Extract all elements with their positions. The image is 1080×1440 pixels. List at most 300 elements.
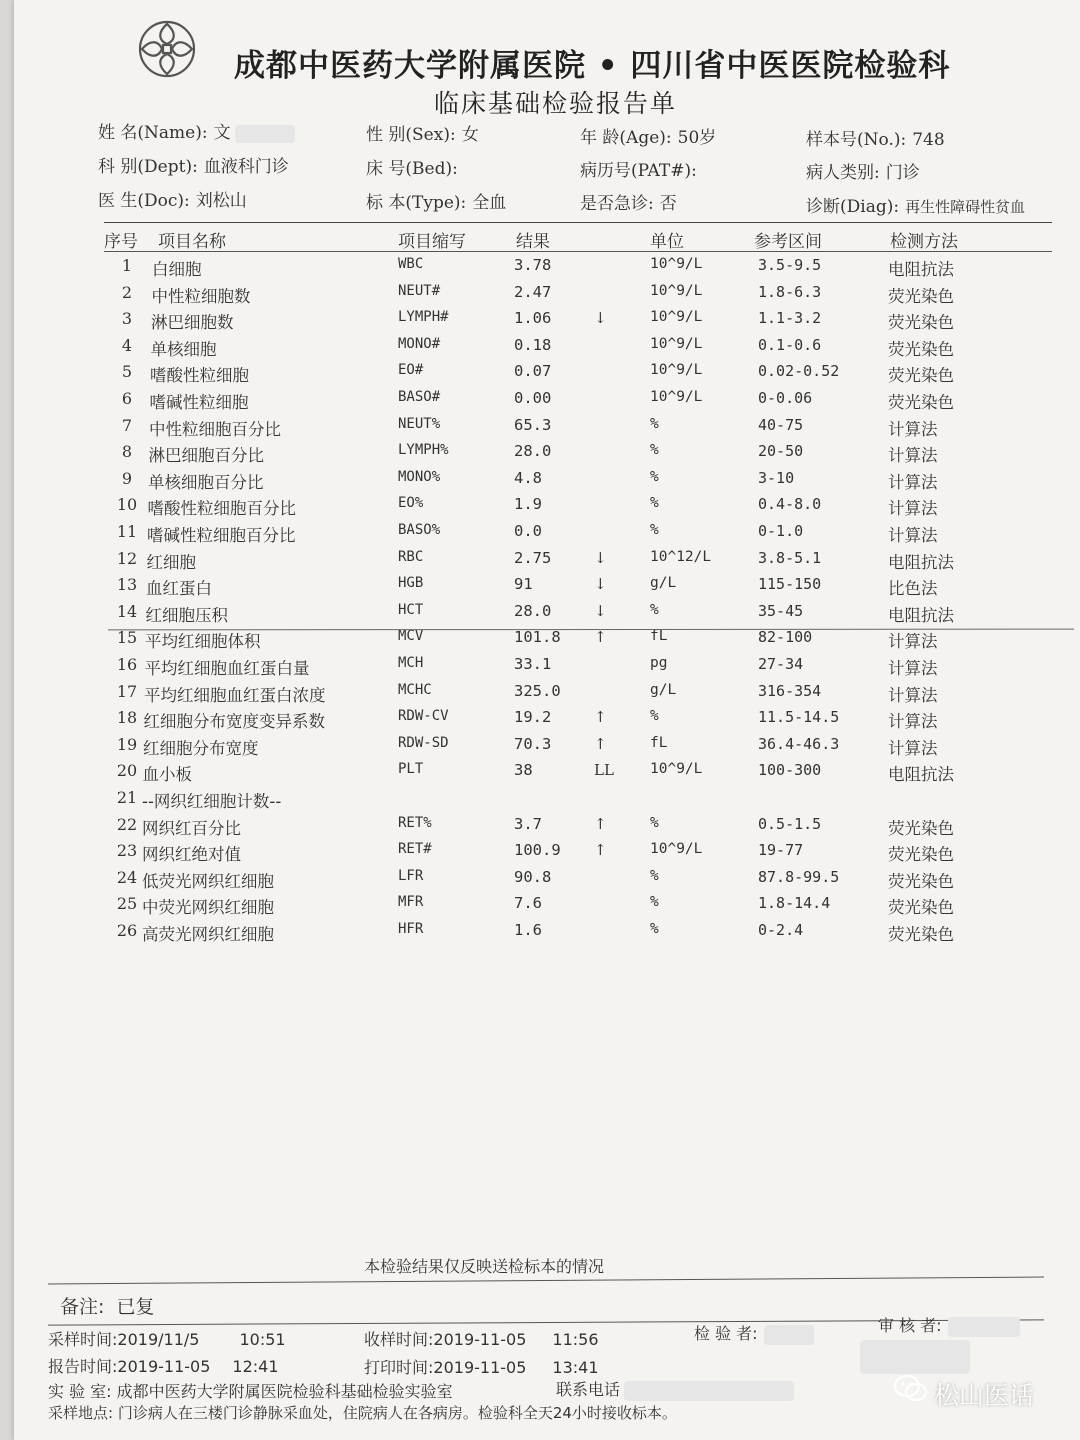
cell-no: 7 — [121, 415, 133, 435]
diagnosis — [806, 192, 1025, 217]
cell-flag: LL — [594, 761, 614, 780]
cell-method: 荧光染色 — [888, 366, 954, 386]
cell-name: 中性粒细胞数 — [151, 286, 251, 306]
cell-val: 4.8 — [514, 468, 542, 487]
cell-unit: % — [650, 522, 659, 538]
cell-no: 21 — [116, 788, 138, 807]
remark-value: 已复 — [116, 1296, 155, 1318]
cell-val: 2.47 — [514, 282, 552, 301]
phone — [556, 1377, 794, 1401]
cell-no: 11 — [116, 522, 138, 541]
cell-val: 3.7 — [514, 814, 542, 833]
cell-unit: % — [650, 921, 659, 937]
report-clock: 12:41 — [232, 1357, 279, 1376]
pat-label: 病历号(PAT#): — [580, 161, 697, 181]
lab-value: 成都中医药大学附属医院检验科基础检验实验室 — [116, 1382, 453, 1401]
hospital-logo — [136, 18, 198, 80]
redaction-blur — [764, 1325, 814, 1345]
cell-val: 28.0 — [514, 601, 552, 620]
diag-label: 诊断(Diag): — [806, 197, 900, 217]
sample-value: 748 — [912, 130, 945, 150]
cell-ref: 40-75 — [758, 415, 804, 434]
cell-abbr: RET% — [398, 814, 432, 831]
cell-name: 淋巴细胞百分比 — [148, 446, 264, 466]
cell-flag: ↑ — [594, 708, 607, 727]
cell-name: 淋巴细胞数 — [151, 313, 234, 333]
type-label: 病人类别: — [806, 163, 880, 183]
cell-ref: 115-150 — [758, 575, 822, 594]
report-time — [48, 1354, 279, 1377]
cell-method: 计算法 — [888, 685, 938, 705]
cell-no: 3 — [121, 309, 133, 329]
table-row — [14, 575, 1080, 601]
cell-ref: 3.8-5.1 — [758, 548, 822, 567]
print-date: 2019-11-05 — [433, 1358, 527, 1377]
cell-abbr: RDW-CV — [398, 708, 449, 725]
report-notice: 本检验结果仅反映送检标本的情况 — [364, 1257, 605, 1276]
cell-ref: 35-45 — [758, 601, 804, 620]
cell-no: 25 — [116, 894, 138, 914]
cell-abbr: LYMPH# — [398, 309, 449, 326]
cell-val: 0.0 — [514, 522, 542, 540]
cell-name: 中性粒细胞百分比 — [149, 419, 281, 439]
cell-abbr: LFR — [398, 867, 424, 884]
table-row — [14, 416, 1080, 442]
cell-name: 红细胞压积 — [145, 605, 228, 625]
patient-bed — [366, 154, 464, 179]
cell-unit: % — [650, 867, 659, 884]
cell-ref: 0.02-0.52 — [758, 362, 840, 381]
receive-date: 2019-11-05 — [433, 1330, 527, 1349]
print-time — [364, 1355, 599, 1378]
cell-ref: 1.8-6.3 — [758, 282, 822, 301]
cell-unit: 10^9/L — [650, 335, 703, 352]
dept-value: 血液科门诊 — [203, 157, 289, 177]
cell-name: 红细胞分布宽度变异系数 — [143, 712, 325, 732]
cell-method: 计算法 — [888, 632, 938, 652]
print-label: 打印时间: — [364, 1358, 434, 1377]
cell-val: 91 — [514, 575, 533, 594]
bed-label: 床 号(Bed): — [366, 159, 458, 179]
cell-unit: fL — [650, 734, 668, 751]
cell-unit: % — [650, 468, 659, 485]
cell-ref: 316-354 — [758, 681, 822, 700]
cell-abbr: MONO% — [398, 468, 441, 485]
sample-number — [806, 125, 945, 150]
cell-unit: g/L — [650, 681, 677, 698]
table-row — [14, 788, 1080, 814]
remark-label: 备注: — [60, 1296, 105, 1318]
report-title: 成都中医药大学附属医院 • 四川省中医医院检验科 — [234, 48, 951, 84]
cell-ref: 87.8-99.5 — [758, 867, 840, 886]
cell-val: 1.9 — [514, 495, 542, 514]
col-unit: 单位 — [650, 232, 684, 252]
name-label: 姓 名(Name): — [98, 123, 208, 143]
cell-val: 1.06 — [514, 309, 552, 328]
cell-no: 24 — [116, 867, 138, 887]
patient-doctor — [98, 186, 247, 211]
age-value: 50岁 — [677, 128, 717, 148]
cell-method: 计算法 — [888, 472, 938, 492]
cell-abbr: LYMPH% — [398, 442, 449, 459]
cell-val: 65.3 — [514, 415, 552, 434]
col-no: 序号 — [104, 232, 138, 252]
cell-unit: 10^9/L — [650, 282, 703, 299]
table-row — [14, 469, 1080, 495]
cell-name: 嗜碱性粒细胞百分比 — [147, 526, 296, 545]
table-row — [14, 815, 1080, 841]
sex-value: 女 — [461, 125, 479, 145]
cell-val: 7.6 — [514, 894, 542, 913]
cell-method: 计算法 — [888, 419, 938, 439]
cell-no: 9 — [121, 468, 133, 488]
cell-val: 101.8 — [514, 628, 561, 647]
cell-val: 19.2 — [514, 708, 552, 727]
table-row — [14, 283, 1080, 309]
cell-val: 70.3 — [514, 734, 552, 753]
wechat-icon — [894, 1374, 928, 1404]
cell-method: 比色法 — [888, 579, 938, 599]
cell-name: 红细胞分布宽度 — [143, 738, 259, 758]
cell-ref: 19-77 — [758, 841, 804, 860]
cell-ref: 0-1.0 — [758, 522, 804, 540]
cell-abbr: BASO% — [398, 522, 441, 538]
doc-label: 医 生(Doc): — [98, 191, 190, 211]
cell-unit: % — [650, 601, 659, 618]
cell-name: 嗜碱性粒细胞 — [149, 393, 249, 412]
cell-no: 1 — [121, 256, 133, 275]
cell-ref: 0-0.06 — [758, 389, 813, 407]
cell-unit: 10^9/L — [650, 841, 703, 858]
cell-ref: 11.5-14.5 — [758, 708, 840, 727]
collect-time — [48, 1327, 286, 1350]
age-label: 年 龄(Age): — [580, 128, 672, 148]
cell-unit: 10^9/L — [650, 362, 703, 379]
col-name: 项目名称 — [158, 232, 226, 252]
cell-unit: fL — [650, 628, 668, 645]
cell-name: --网织红细胞计数-- — [142, 792, 282, 811]
col-result: 结果 — [516, 232, 550, 252]
cell-name: 高荧光网织红细胞 — [142, 925, 274, 944]
cell-unit: pg — [650, 655, 668, 671]
cell-flag: ↓ — [594, 548, 607, 567]
cell-method: 荧光染色 — [888, 313, 954, 333]
cell-no: 17 — [116, 681, 138, 701]
emergency-flag — [580, 189, 677, 214]
cell-no: 10 — [116, 495, 138, 515]
table-row — [14, 655, 1080, 681]
lab-report-paper — [14, 0, 1080, 1440]
cell-abbr: RBC — [398, 548, 424, 565]
table-row — [14, 894, 1080, 920]
cell-flag: ↑ — [594, 814, 607, 833]
cell-abbr: NEUT% — [398, 415, 441, 432]
tester-label: 检 验 者: — [694, 1324, 758, 1343]
cell-no: 15 — [116, 628, 138, 648]
redaction-blur — [860, 1340, 970, 1374]
cell-ref: 27-34 — [758, 655, 804, 673]
cell-no: 22 — [116, 814, 138, 834]
cell-ref: 36.4-46.3 — [758, 734, 840, 753]
table-row — [14, 628, 1080, 654]
cell-ref: 0.1-0.6 — [758, 335, 822, 354]
table-row — [14, 442, 1080, 468]
cell-method: 荧光染色 — [888, 871, 954, 891]
cell-method: 电阻抗法 — [888, 552, 954, 572]
cell-method: 荧光染色 — [888, 393, 954, 412]
cell-abbr: BASO# — [398, 389, 441, 405]
cell-no: 16 — [116, 655, 138, 674]
cell-method: 计算法 — [888, 712, 938, 732]
cell-no: 20 — [116, 761, 138, 781]
col-ref: 参考区间 — [754, 232, 822, 252]
cell-val: 0.00 — [514, 389, 552, 407]
type-value: 门诊 — [885, 163, 920, 183]
lab-name — [48, 1379, 453, 1402]
cell-unit: % — [650, 708, 659, 725]
cell-method: 荧光染色 — [888, 286, 954, 306]
cell-ref: 3.5-9.5 — [758, 256, 822, 274]
table-row — [14, 362, 1080, 388]
cell-no: 2 — [121, 282, 133, 302]
cell-unit: g/L — [650, 575, 677, 592]
patient-name — [98, 118, 295, 143]
cell-val: 1.6 — [514, 921, 542, 939]
receive-time — [364, 1327, 599, 1350]
cell-name: 血小板 — [142, 765, 192, 785]
cell-name: 网织红绝对值 — [142, 845, 241, 865]
site-label: 采样地点: — [48, 1404, 114, 1422]
cell-unit: % — [650, 894, 659, 911]
report-subtitle: 临床基础检验报告单 — [434, 89, 678, 118]
cell-val: 38 — [514, 761, 533, 780]
cell-abbr: MFR — [398, 894, 424, 911]
patient-dept — [98, 152, 289, 177]
cell-unit: 10^9/L — [650, 309, 703, 326]
cell-unit: % — [650, 442, 659, 459]
cell-name: 红细胞 — [146, 552, 196, 572]
table-row — [14, 336, 1080, 362]
cell-flag: ↑ — [594, 841, 607, 860]
cell-no: 13 — [116, 575, 138, 595]
cell-method: 计算法 — [888, 738, 938, 758]
cell-abbr: HFR — [398, 921, 424, 937]
cell-no: 19 — [116, 734, 138, 754]
cell-abbr: MCHC — [398, 681, 432, 698]
receive-label: 收样时间: — [364, 1330, 434, 1349]
cell-flag: ↑ — [594, 628, 607, 647]
cell-name: 平均红细胞血红蛋白量 — [144, 659, 310, 678]
cell-unit: 10^12/L — [650, 548, 712, 565]
cell-method: 荧光染色 — [888, 845, 954, 865]
table-row — [14, 309, 1080, 335]
cell-name: 网织红百分比 — [142, 818, 241, 838]
table-row — [14, 708, 1080, 734]
cell-method: 电阻抗法 — [888, 605, 954, 625]
cell-name: 平均红细胞血红蛋白浓度 — [144, 685, 326, 705]
cell-unit: % — [650, 814, 659, 831]
cell-abbr: EO# — [398, 362, 424, 379]
cell-val: 33.1 — [514, 655, 552, 673]
cell-ref: 20-50 — [758, 442, 804, 461]
receive-clock: 11:56 — [552, 1330, 599, 1349]
cell-ref: 0.5-1.5 — [758, 814, 822, 833]
cell-no: 26 — [116, 921, 138, 940]
cell-ref: 1.8-14.4 — [758, 894, 831, 913]
table-row — [14, 522, 1080, 548]
phone-label: 联系电话 — [556, 1380, 621, 1399]
sampling-site — [48, 1402, 677, 1423]
cell-val: 0.07 — [514, 362, 552, 381]
table-row — [14, 256, 1080, 282]
cell-val: 325.0 — [514, 681, 561, 700]
sample-label: 样本号(No.): — [806, 130, 907, 150]
cell-abbr: MONO# — [398, 335, 441, 352]
cell-unit: % — [650, 415, 659, 432]
table-row — [14, 549, 1080, 575]
cell-name: 中荧光网织红细胞 — [142, 898, 274, 918]
cell-abbr: HGB — [398, 575, 424, 592]
cell-unit: 10^9/L — [650, 761, 703, 778]
cell-method: 电阻抗法 — [888, 765, 954, 785]
cell-no: 12 — [116, 548, 138, 568]
redaction-blur — [624, 1381, 794, 1401]
specimen-value: 全血 — [472, 193, 507, 213]
collect-date: 2019/11/5 — [117, 1330, 200, 1349]
emergency-label: 是否急诊: — [580, 194, 654, 214]
name-value: 文 — [213, 123, 231, 143]
cell-no: 6 — [121, 389, 133, 408]
cell-abbr: MCH — [398, 655, 424, 671]
table-header-rule — [104, 251, 1052, 252]
cell-no: 4 — [121, 335, 133, 355]
cell-abbr: PLT — [398, 761, 424, 778]
report-date: 2019-11-05 — [117, 1357, 211, 1376]
sex-label: 性 别(Sex): — [366, 125, 456, 145]
cell-ref: 1.1-3.2 — [758, 309, 822, 328]
redaction-blur — [948, 1317, 1020, 1337]
cell-flag: ↓ — [594, 309, 607, 328]
cell-no: 5 — [121, 362, 133, 382]
cell-flag: ↓ — [594, 575, 607, 594]
remark — [60, 1292, 155, 1319]
cell-name: 嗜酸性粒细胞 — [150, 366, 249, 386]
tester — [694, 1321, 814, 1345]
cell-abbr: RET# — [398, 841, 432, 858]
cell-abbr: MCV — [398, 628, 424, 645]
diag-value: 再生性障碍性贫血 — [905, 198, 1026, 216]
table-row — [14, 682, 1080, 708]
patient-age — [580, 123, 716, 148]
cell-name: 单核细胞 — [150, 339, 217, 359]
cell-no: 23 — [116, 841, 138, 861]
cell-ref: 0-2.4 — [758, 921, 804, 939]
table-row — [14, 921, 1080, 947]
collect-clock: 10:51 — [239, 1330, 286, 1349]
emergency-value: 否 — [659, 194, 677, 214]
cell-abbr: WBC — [398, 256, 424, 272]
cell-method: 荧光染色 — [888, 925, 954, 944]
print-clock: 13:41 — [552, 1358, 599, 1377]
table-row — [14, 761, 1080, 787]
cell-method: 荧光染色 — [888, 898, 954, 918]
cell-name: 血红蛋白 — [146, 579, 212, 599]
table-row — [14, 841, 1080, 867]
cell-name: 单核细胞百分比 — [148, 472, 264, 492]
cell-name: 嗜酸性粒细胞百分比 — [147, 499, 296, 519]
table-top-rule — [104, 222, 1052, 223]
watermark-text: 松山医话 — [934, 1381, 1035, 1410]
cell-flag: ↓ — [594, 601, 607, 620]
cell-abbr: NEUT# — [398, 282, 441, 299]
cell-val: 90.8 — [514, 867, 552, 886]
cell-val: 2.75 — [514, 548, 552, 567]
cell-unit: % — [650, 495, 659, 512]
cell-method: 计算法 — [888, 499, 938, 519]
cell-method: 电阻抗法 — [888, 260, 954, 279]
cell-unit: 10^9/L — [650, 256, 703, 272]
patient-type — [806, 158, 920, 183]
col-abbr: 项目缩写 — [398, 232, 466, 252]
cell-ref: 100-300 — [758, 761, 822, 780]
cell-abbr: RDW-SD — [398, 734, 449, 751]
redaction-blur — [235, 125, 295, 143]
cell-val: 100.9 — [514, 841, 561, 860]
cell-ref: 82-100 — [758, 628, 813, 647]
patient-sex — [366, 120, 479, 145]
cell-val: 3.78 — [514, 256, 552, 274]
cell-abbr: EO% — [398, 495, 424, 512]
dept-label: 科 别(Dept): — [98, 157, 198, 177]
cell-method: 荧光染色 — [888, 818, 954, 838]
table-row — [14, 868, 1080, 894]
cell-method: 荧光染色 — [888, 339, 954, 359]
lab-label: 实 验 室: — [48, 1382, 112, 1401]
table-row — [14, 602, 1080, 628]
table-row — [14, 735, 1080, 761]
table-row — [14, 389, 1080, 415]
cell-ref: 0.4-8.0 — [758, 495, 822, 514]
collect-label: 采样时间: — [48, 1330, 118, 1349]
reviewer — [878, 1313, 1020, 1337]
specimen-label: 标 本(Type): — [366, 193, 467, 213]
cell-method: 计算法 — [888, 659, 938, 678]
cell-flag: ↑ — [594, 734, 607, 753]
cell-method: 计算法 — [888, 526, 938, 545]
cell-abbr: HCT — [398, 601, 424, 618]
cell-no: 14 — [116, 601, 138, 621]
cell-ref: 3-10 — [758, 468, 795, 487]
footer-rule-top — [48, 1277, 1044, 1285]
site-value: 门诊病人在三楼门诊静脉采血处，住院病人在各病房。检验科全天24小时接收标本。 — [117, 1404, 677, 1422]
cell-name: 白细胞 — [152, 260, 202, 279]
patient-pat — [580, 156, 703, 181]
cell-method: 计算法 — [888, 446, 938, 466]
cell-unit: 10^9/L — [650, 389, 703, 405]
specimen-type — [366, 188, 506, 213]
cell-no: 18 — [116, 708, 138, 728]
cell-name: 平均红细胞体积 — [145, 632, 261, 652]
cell-val: 0.18 — [514, 335, 552, 354]
doc-value: 刘松山 — [195, 191, 247, 211]
report-label: 报告时间: — [48, 1357, 118, 1376]
col-method: 检测方法 — [890, 232, 958, 252]
cell-no: 8 — [121, 442, 133, 462]
table-row — [14, 495, 1080, 521]
cell-val: 28.0 — [514, 442, 552, 461]
reviewer-label: 审 核 者: — [878, 1316, 942, 1335]
cell-name: 低荧光网织红细胞 — [142, 871, 274, 891]
